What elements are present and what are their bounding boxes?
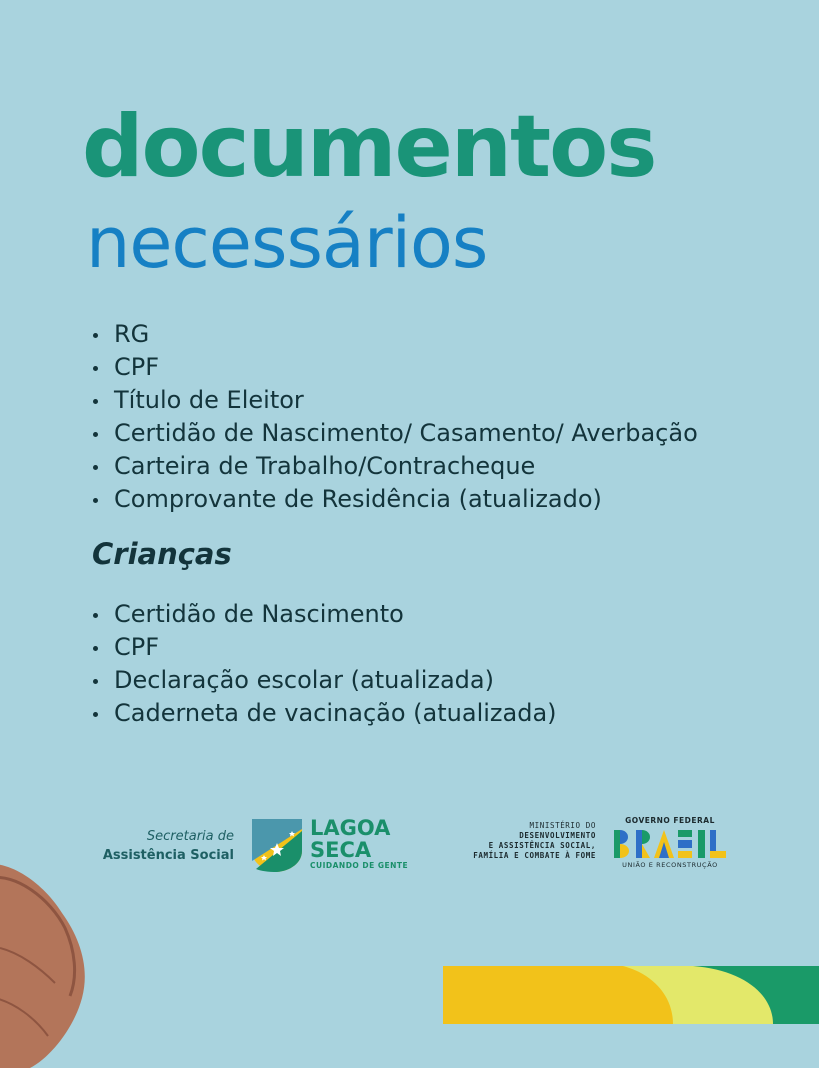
ministerio-logo-text xyxy=(440,821,596,861)
secretaria-line2: Assistência Social xyxy=(102,848,234,863)
lagoa-line1: LAGOA xyxy=(310,816,391,840)
list-item: Certidão de Nascimento xyxy=(90,598,557,631)
ministerio-line: FAMÍLIA E COMBATE À FOME xyxy=(473,851,596,860)
title-necessarios: necessários xyxy=(86,202,488,284)
lagoa-line2: SECA xyxy=(310,838,372,862)
list-item: RG xyxy=(90,318,698,351)
list-item: CPF xyxy=(90,631,557,664)
list-item: Caderneta de vacinação (atualizada) xyxy=(90,697,557,730)
uniao-reconstrucao-label: UNIÃO E RECONSTRUÇÃO xyxy=(622,861,718,869)
lagoa-tagline: CUIDANDO DE GENTE xyxy=(310,861,409,870)
ministerio-line: E ASSISTÊNCIA SOCIAL, xyxy=(488,841,596,850)
list-item: Título de Eleitor xyxy=(90,384,698,417)
title-documentos: documentos xyxy=(82,97,656,197)
ministerio-line: DESENVOLVIMENTO xyxy=(519,831,596,840)
secretaria-line1: Secretaria de xyxy=(146,829,234,844)
lagoa-seca-logo-text xyxy=(310,817,408,871)
list-item: Carteira de Trabalho/Contracheque xyxy=(90,450,698,483)
children-documents-list xyxy=(90,598,557,730)
children-heading: Crianças xyxy=(92,537,232,571)
list-item: Comprovante de Residência (atualizado) xyxy=(90,483,698,516)
lagoa-seca-shield-icon xyxy=(250,817,304,873)
secretaria-logo-text xyxy=(100,827,234,865)
governo-federal-label: GOVERNO FEDERAL xyxy=(625,816,715,825)
documents-list xyxy=(90,318,698,516)
decorative-stripes xyxy=(443,966,819,1024)
list-item: Certidão de Nascimento/ Casamento/ Averbação xyxy=(90,417,698,450)
list-item: CPF xyxy=(90,351,698,384)
brasil-wordmark-icon xyxy=(612,828,728,860)
hand-image xyxy=(0,858,110,1068)
list-item: Declaração escolar (atualizada) xyxy=(90,664,557,697)
ministerio-line: MINISTÉRIO DO xyxy=(529,821,596,830)
